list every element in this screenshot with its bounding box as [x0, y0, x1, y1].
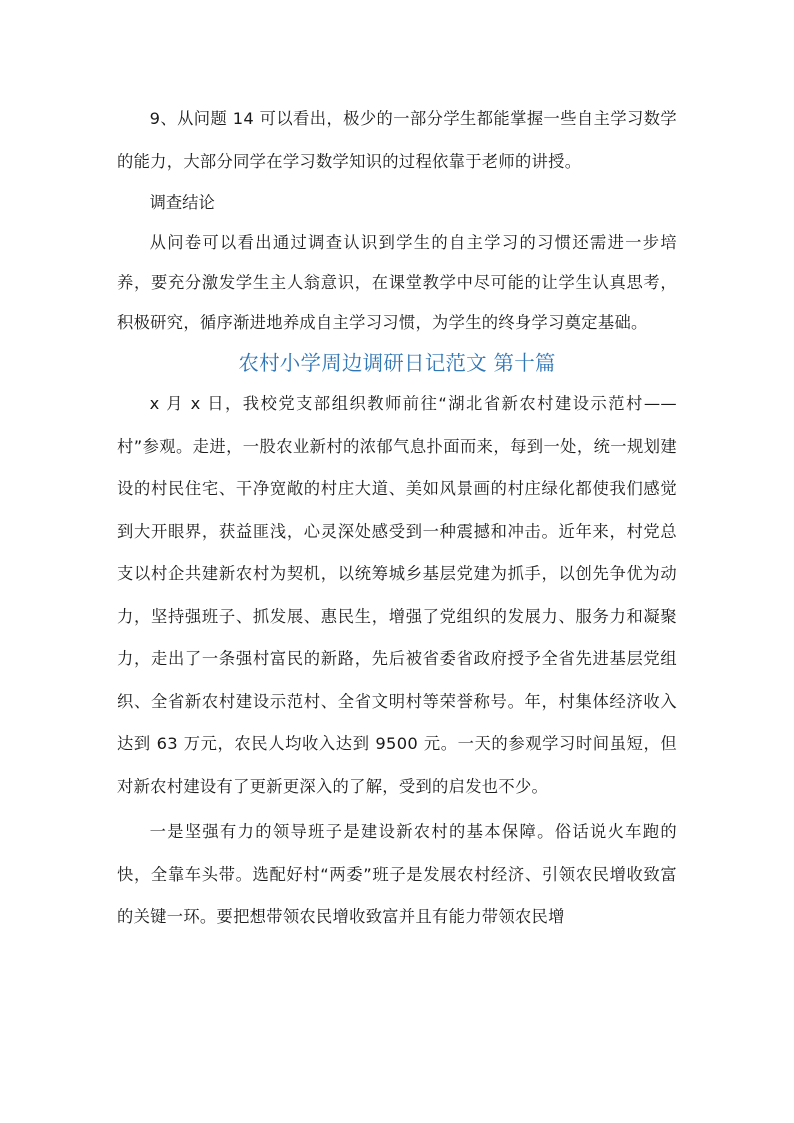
document-body: [117, 98, 677, 939]
article-paragraph-1: x 月 x 日，我校党支部组织教师前往“湖北省新农村建设示范村——村”参观。走进，一股农业新村的浓郁气息扑面而来，每到一处，统一规划建设的村民住宅、干净宽敞的村庄大道、美如风景画的村庄绿化都使我们感觉到大开眼界，获益匪浅，心灵深处感受到一种震撼和冲击。近年来，村党总支以村企共建新农村为契机，以统筹城乡基层党建为抓手，以创先争优为动力，坚持强班子、抓发展、惠民生，增强了党组织的发展力、服务力和凝聚力，走出了一条强村富民的新路，先后被省委省政府授予全省先进基层党组织、全省新农村建设示范村、全省文明村等荣誉称号。年，村集体经济收入达到 63 万元，农民人均收入达到 9500 元。一天的参观学习时间虽短，但对新农村建设有了更新更深入的了解，受到的启发也不少。: [117, 394, 677, 796]
conclusion-heading: 调查结论: [149, 193, 215, 212]
article-title: 农村小学周边调研日记范文 第十篇: [238, 351, 556, 375]
conclusion-paragraph: 从问卷可以看出通过调查认识到学生的自主学习的习惯还需进一步培养，要充分激发学生主人翁意识，在课堂教学中尽可能的让学生认真思考，积极研究，循序渐进地养成自主学习习惯，为学生的终身学习奠定基础。: [117, 233, 677, 332]
intro-paragraph: 9、从问题 14 可以看出，极少的一部分学生都能掌握一些自主学习数学的能力，大部分同学在学习数学知识的过程依靠于老师的讲授。: [117, 109, 677, 171]
article-paragraph-2: 一是坚强有力的领导班子是建设新农村的基本保障。俗话说火车跑的快，全靠车头带。选配好村“两委”班子是发展农村经济、引领农民增收致富的关键一环。要把想带领农民增收致富并且有能力带领农民增: [117, 822, 677, 926]
